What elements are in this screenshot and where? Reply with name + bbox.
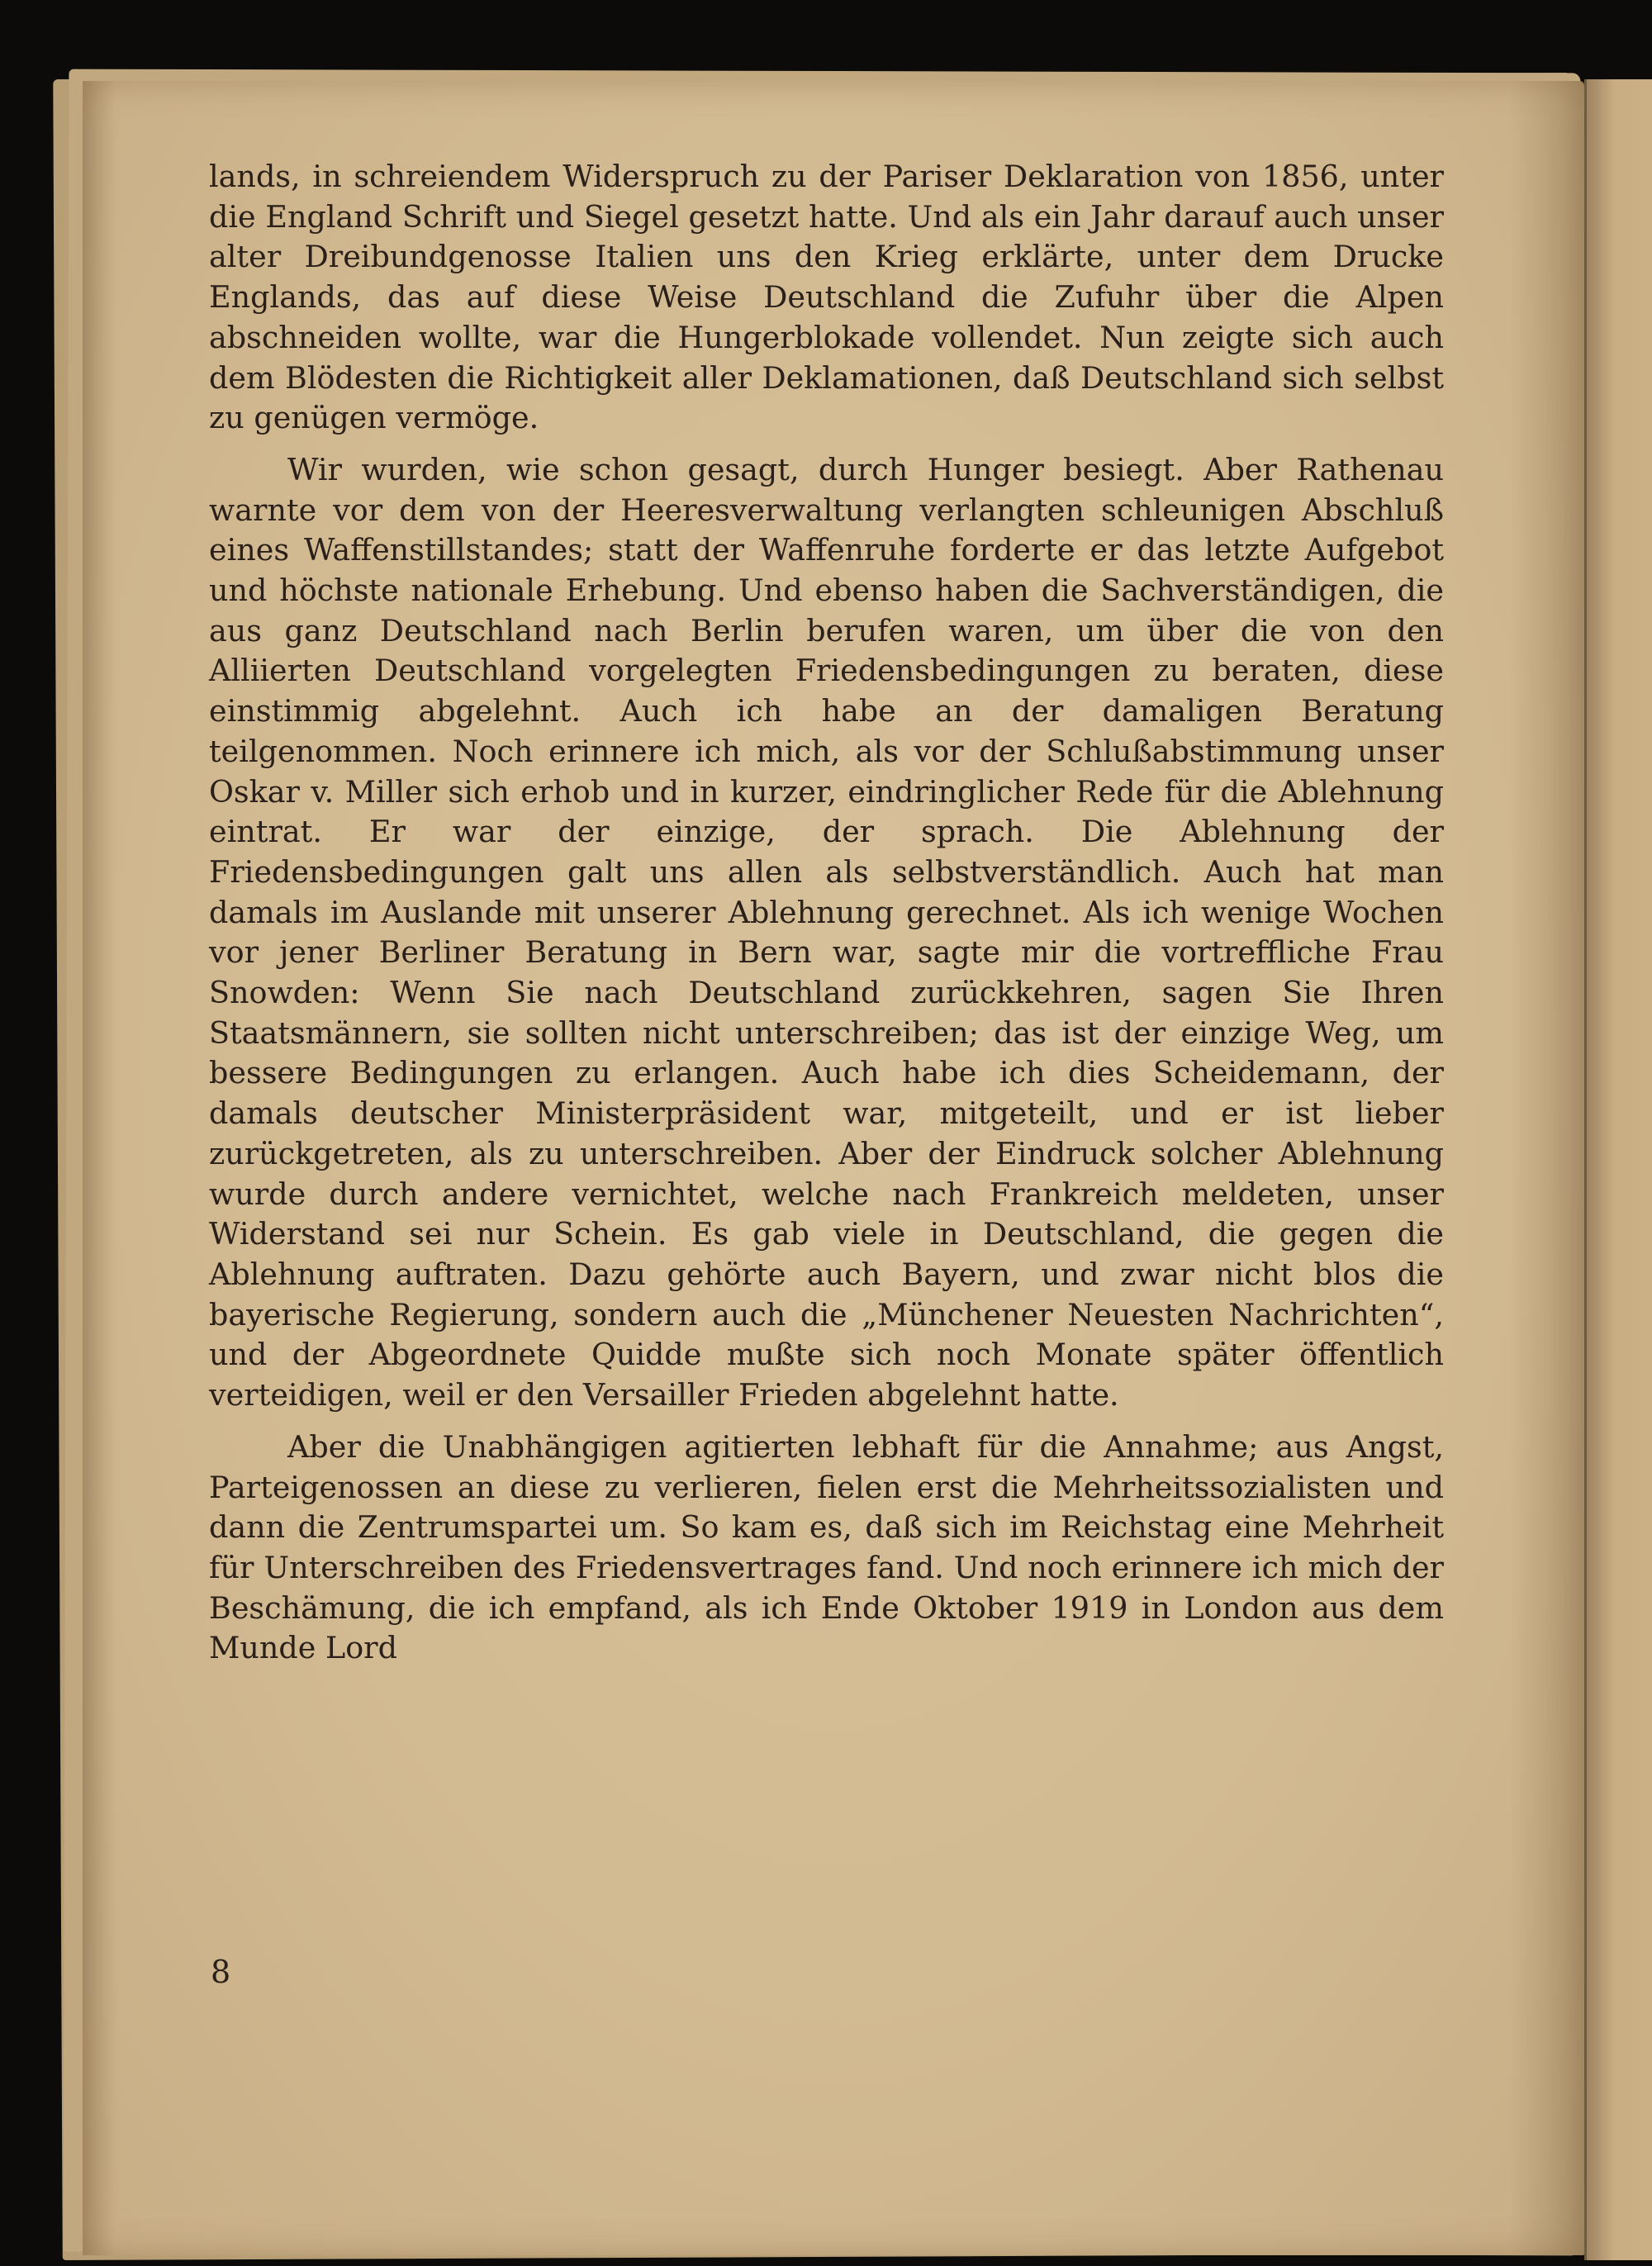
paragraph-2: Wir wurden, wie schon gesagt, durch Hunger besiegt. Aber Rathenau warnte vor dem von der Heeresverwaltung verlangten schleunigen Abschluß eines Waffenstillstandes; statt der Waffenruhe forderte er das letzte Aufgebot und höchste nationale Erhebung. Und ebenso haben die Sachverständigen, die aus ganz Deutschland nach Berlin berufen waren, um über die von den Alliierten Deutschland vorgelegten Friedensbedingungen zu beraten, diese einstimmig abgelehnt. Auch ich habe an der damaligen Beratung teilgenommen. Noch erinnere ich mich, als vor der Schlußabstimmung unser Oskar v. Miller sich erhob und in kurzer, eindringlicher Rede für die Ablehnung eintrat. Er war der einzige, der sprach. Die Ablehnung der Friedensbedingungen galt uns allen als selbstverständlich. Auch hat man damals im Auslande mit unserer Ablehnung gerechnet. Als ich wenige Wochen vor jener Berliner Beratung in Bern war, sagte mir die vortreffliche Frau Snowden: Wenn Sie nach Deutschland zurückkehren, sagen Sie Ihren Staatsmännern, sie sollten nicht unterschreiben; das ist der einzige Weg, um bessere Bedingungen zu erlangen. Auch habe ich dies Scheidemann, der damals deutscher Ministerpräsident war, mitgeteilt, und er ist lieber zurückgetreten, als zu unterschreiben. Aber der Eindruck solcher Ablehnung wurde durch andere vernichtet, welche nach Frankreich meldeten, unser Widerstand sei nur Schein. Es gab viele in Deutschland, die gegen die Ablehnung auftraten. Dazu gehörte auch Bayern, und zwar nicht blos die bayerische Regierung, sondern auch die „Münchener Neuesten Nachrichten“, und der Abgeordnete Quidde mußte sich noch Monate später öffentlich verteidigen, weil er den Versailler Frieden abgelehnt hatte. [209, 451, 1444, 1413]
page-number: 8 [211, 1954, 231, 1990]
facing-page-edge [1584, 79, 1652, 2260]
paragraph-1: lands, in schreiendem Widerspruch zu der Pariser Deklaration von 1856, unter die England Schrift und Siegel gesetzt hatte. Und als ein Jahr darauf auch unser alter Dreibundgenosse Italien uns den Krieg erklärte, unter dem Drucke Englands, das auf diese Weise Deutschland die Zufuhr über die Alpen abschneiden wollte, war die Hungerblokade vollendet. Nun zeigte sich auch dem Blödesten die Richtigkeit aller Deklamationen, daß Deutschland sich selbst zu genügen vermöge. [209, 159, 1444, 436]
paragraph-3: Aber die Unabhängigen agitierten lebhaft für die Annahme; aus Angst, Parteigenossen an diese zu verlieren, fielen erst die Mehrheitssozialisten und dann die Zentrumspartei um. So kam es, daß sich im Reichstag eine Mehrheit für Unterschreiben des Friedensvertrages fand. Und noch erinnere ich mich der Beschämung, die ich empfand, als ich Ende Oktober 1919 in London aus dem Munde Lord [209, 1428, 1444, 1666]
body-text [209, 157, 1444, 1669]
